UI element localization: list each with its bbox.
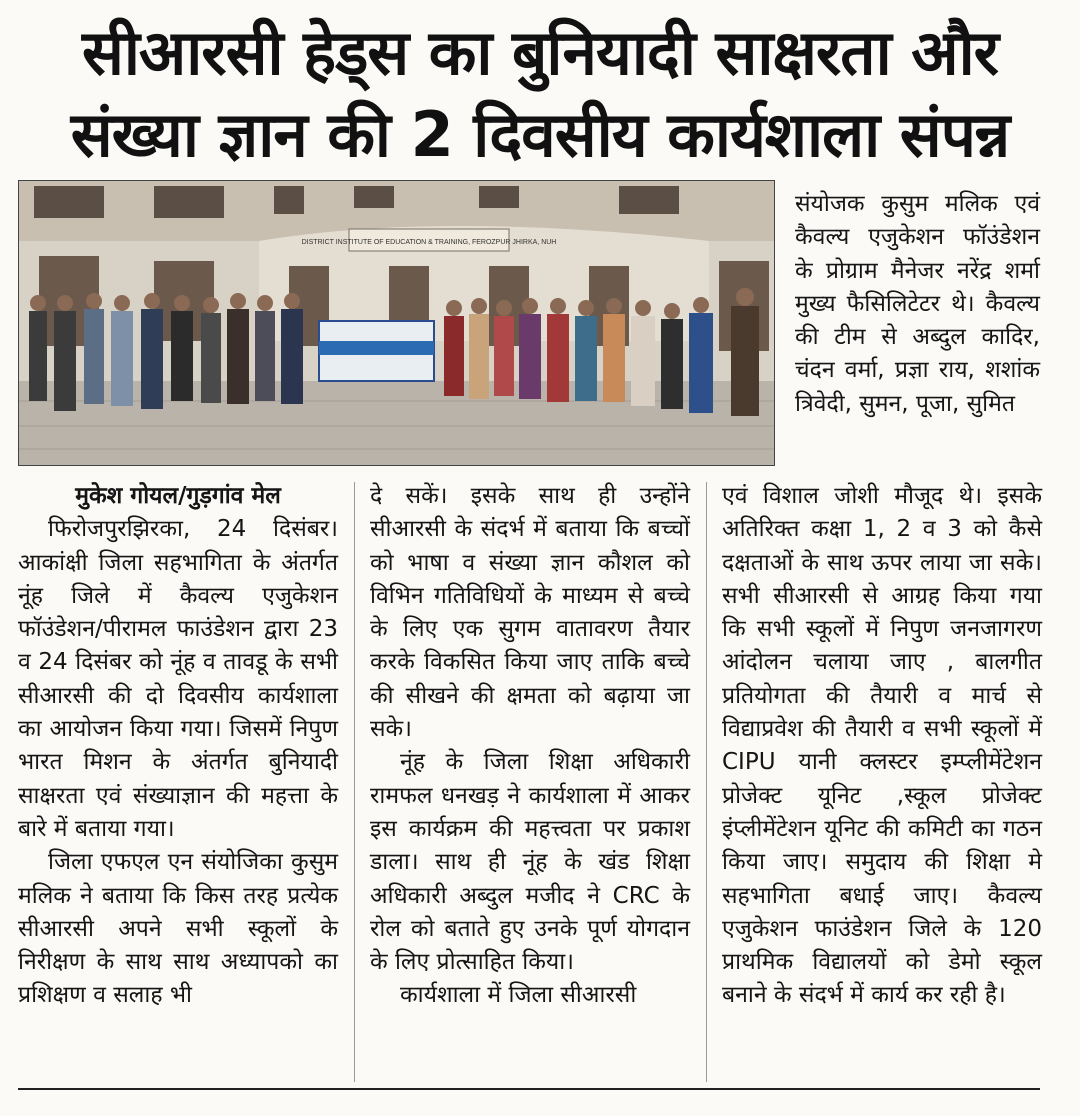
byline: मुकेश गोयल/गुड़गांव मेल bbox=[75, 483, 281, 509]
paragraph: एवं विशाल जोशी मौजूद थे। इसके अतिरिक्त कक्षा 1, 2 व 3 को कैसे दक्षताओं के साथ ऊपर लाया जा सके। सभी सीआरसी से आग्रह किया गया कि सभी स्कूलों में निपुण जनजागरण आंदोलन चलाया जाए , बालगीत प्रतियोगता की तैयारी व मार्च से विद्याप्रवेश की तैयारी व सभी स्कूलों में CIPU यानी क्लस्टर इम्प्लीमेंटेशन प्रोजेक्ट यूनिट ,स्कूल प्रोजेक्ट इंप्लीमेंटेशन यूनिट की कमिटी का गठन किया जाए। समुदाय की शिक्षा मे सहभागिता बधाई जाए। कैवल्य एजुकेशन फाउंडेशन जिले के 120 प्राथमिक विद्यालयों को डेमो स्कूल बनाने के संदर्भ में कार्य कर रही है। bbox=[722, 483, 1042, 1009]
column-2 bbox=[370, 480, 690, 1013]
bottom-rule bbox=[18, 1088, 1040, 1090]
column-divider bbox=[706, 482, 707, 1082]
paragraph: फिरोजपुरझिरका, 24 दिसंबर। आकांक्षी जिला सहभागिता के अंतर्गत नूंह जिले में कैवल्य एजुकेशन फॉउंडेशन/पीरामल फाउंडेशन द्वारा 23 व 24 दिसंबर को नूंह व तावडू के सभी सीआरसी की दो दिवसीय कार्यशाला का आयोजन किया गया। जिसमें निपुण भारत मिशन के अंतर्गत बुनियादी साक्षरता एवं संख्याज्ञान की महत्ता के बारे में बताया गया। bbox=[18, 516, 338, 842]
column-divider bbox=[354, 482, 355, 1082]
headline-line-1: सीआरसी हेड्स का बुनियादी साक्षरता और bbox=[81, 16, 999, 89]
column-3 bbox=[722, 480, 1042, 1013]
column-1 bbox=[18, 480, 338, 1013]
building-sign: DISTRICT INSTITUTE OF EDUCATION & TRAINING, FEROZPUR JHIRKA, NUH bbox=[301, 239, 557, 246]
paragraph: जिला एफएल एन संयोजिका कुसुम मलिक ने बताया कि किस तरह प्रत्येक सीआरसी अपने सभी स्कूलों के निरीक्षण के साथ साथ अध्यापको का प्रशिक्षण व सलाह भी bbox=[18, 849, 338, 1009]
paragraph: कार्यशाला में जिला सीआरसी bbox=[400, 982, 637, 1009]
right-top-column bbox=[795, 188, 1040, 421]
group-photo bbox=[18, 180, 775, 466]
paragraph: दे सकें। इसके साथ ही उन्होंने सीआरसी के संदर्भ में बताया कि बच्चों को भाषा व संख्या ज्ञान कौशल को विभिन गतिविधियों के माध्यम से बच्चे के लिए एक सुगम वातावरण तैयार करके विकसित किया जाए ताकि बच्चे की सीखने की क्षमता को बढ़ाया जा सके। bbox=[370, 483, 690, 743]
headline-line-2: संख्या ज्ञान की 2 दिवसीय कार्यशाला संपन्न bbox=[70, 98, 1010, 171]
paragraph: संयोजक कुसुम मलिक एवं कैवल्य एजुकेशन फॉउंडेशन के प्रोग्राम मैनेजर नरेंद्र शर्मा मुख्य फैसिलिटेटर थे। कैवल्य की टीम से अब्दुल कादिर, चंदन वर्मा, प्रज्ञा राय, शशांक त्रिवेदी, सुमन, पूजा, सुमित bbox=[795, 191, 1040, 417]
paragraph: नूंह के जिला शिक्षा अधिकारी रामफल धनखड़ ने कार्यशाला में आकर इस कार्यक्रम की महत्त्वता पर प्रकाश डाला। साथ ही नूंह के खंड शिक्षा अधिकारी अब्दुल मजीद ने CRC के रोल को बताते हुए उनके पूर्ण योगदान के लिए प्रोत्साहित किया। bbox=[370, 749, 690, 976]
